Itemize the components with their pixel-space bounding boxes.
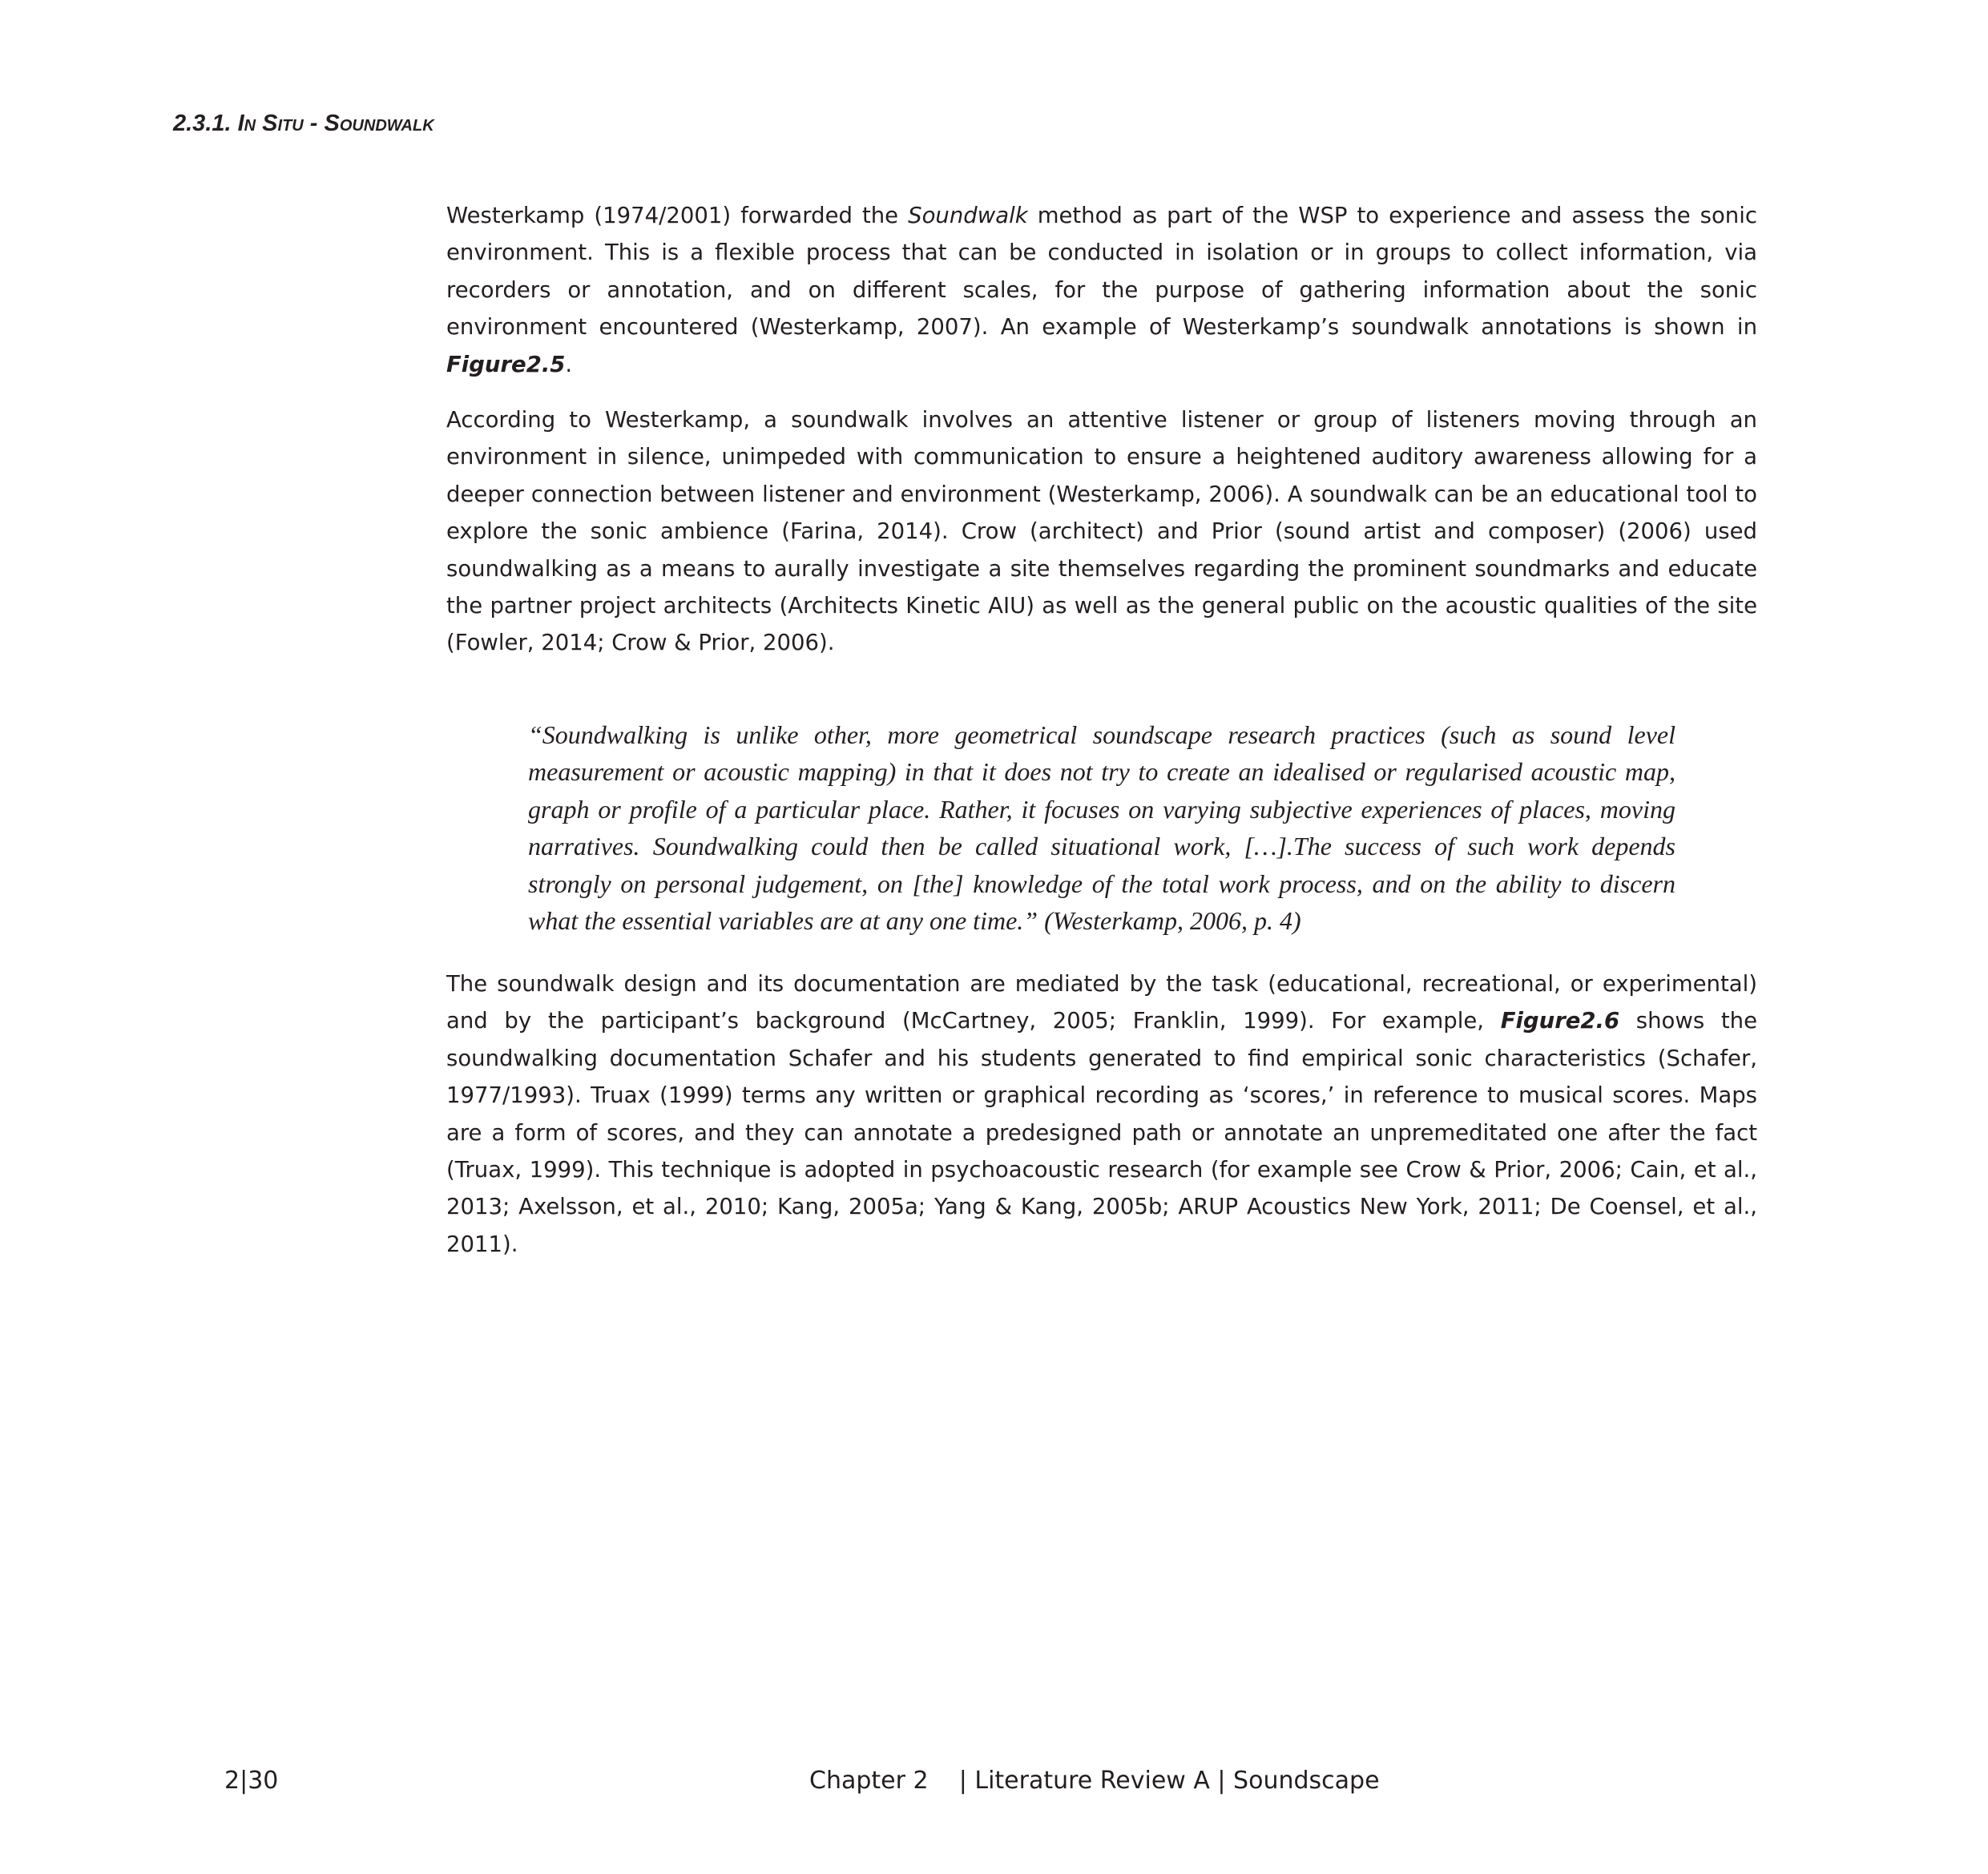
- page-number: 2|30: [224, 1767, 279, 1795]
- paragraph-3-text: The soundwalk design and its documentation are mediated by the task (educational, recreational, or experimental) and by the participant’s background (McCartney, 2005; Franklin, 1999). For example,: [446, 971, 1757, 1034]
- running-footer-title: Chapter 2 | Literature Review A | Soundscape: [809, 1767, 1380, 1795]
- soundwalk-term: Soundwalk: [908, 203, 1028, 228]
- paragraph-2: According to Westerkamp, a soundwalk involves an attentive listener or group of listeners moving through an environment in silence, unimpeded with communication to ensure a heightened auditory awareness allowing for a deeper connection between listener and environment (Westerkamp, 2006). A soundwalk can be an educational tool to explore the sonic ambience (Farina, 2014). Crow (architect) and Prior (sound artist and composer) (2006) used soundwalking as a means to aurally investigate a site themselves regarding the prominent soundmarks and educate the partner project architects (Architects Kinetic AIU) as well as the general public on the acoustic qualities of the site (Fowler, 2014; Crow & Prior, 2006).: [446, 407, 1757, 656]
- paragraph-1-text-cont: method as part of the WSP to experience and assess the sonic environment. This is a flexible process that can be conducted in isolation or in groups to collect information, via recorders or annotation, and on different scales, for the purpose of gathering information about the sonic environment encountered (Westerkamp, 2007). An example of Westerkamp’s soundwalk annotations is shown in: [446, 203, 1757, 341]
- section-title-part1: In Situ: [237, 111, 304, 136]
- paragraph-1-text: Westerkamp (1974/2001) forwarded the: [446, 203, 909, 228]
- paragraph-3: [446, 965, 1757, 1263]
- paragraph-3-text-cont: shows the soundwalking documentation Schafer and his students generated to find empirical sonic characteristics (Schafer, 1977/1993). Truax (1999) terms any written or graphical recording as ‘scores,’ in reference to musical scores. Maps are a form of scores, and they can annotate a predesigned path or annotate an unpremeditated one after the fact (Truax, 1999). This technique is adopted in psychoacoustic research (for example see Crow & Prior, 2006; Cain, et al., 2013; Axelsson, et al., 2010; Kang, 2005a; Yang & Kang, 2005b; ARUP Acoustics New York, 2011; De Coensel, et al., 2011).: [446, 1008, 1758, 1257]
- figure-2-6-reference[interactable]: Figure2.6: [1500, 1008, 1620, 1034]
- paragraph-1: [446, 197, 1757, 383]
- figure-2-5-reference[interactable]: Figure2.5: [446, 351, 566, 377]
- block-quote: “Soundwalking is unlike other, more geometrical soundscape research practices (such as sound level measurement or acoustic mapping) in that it does not try to create an idealised or regularised acoustic map, graph or profile of a particular place. Rather, it focuses on varying subjective experiences of places, moving narratives. Soundwalking could then be called situational work, […].The success of such work depends strongly on personal judgement, on [the] knowledge of the total work process, and on the ability to discern what the essential variables are at any one time.” (Westerkamp, 2006, p. 4): [528, 720, 1675, 936]
- section-heading: [173, 111, 434, 137]
- section-number: 2.3.1.: [173, 111, 232, 136]
- paragraph-1-end: .: [565, 351, 573, 377]
- section-title-part2: Soundwalk: [324, 111, 434, 136]
- section-title-separator: -: [303, 111, 325, 136]
